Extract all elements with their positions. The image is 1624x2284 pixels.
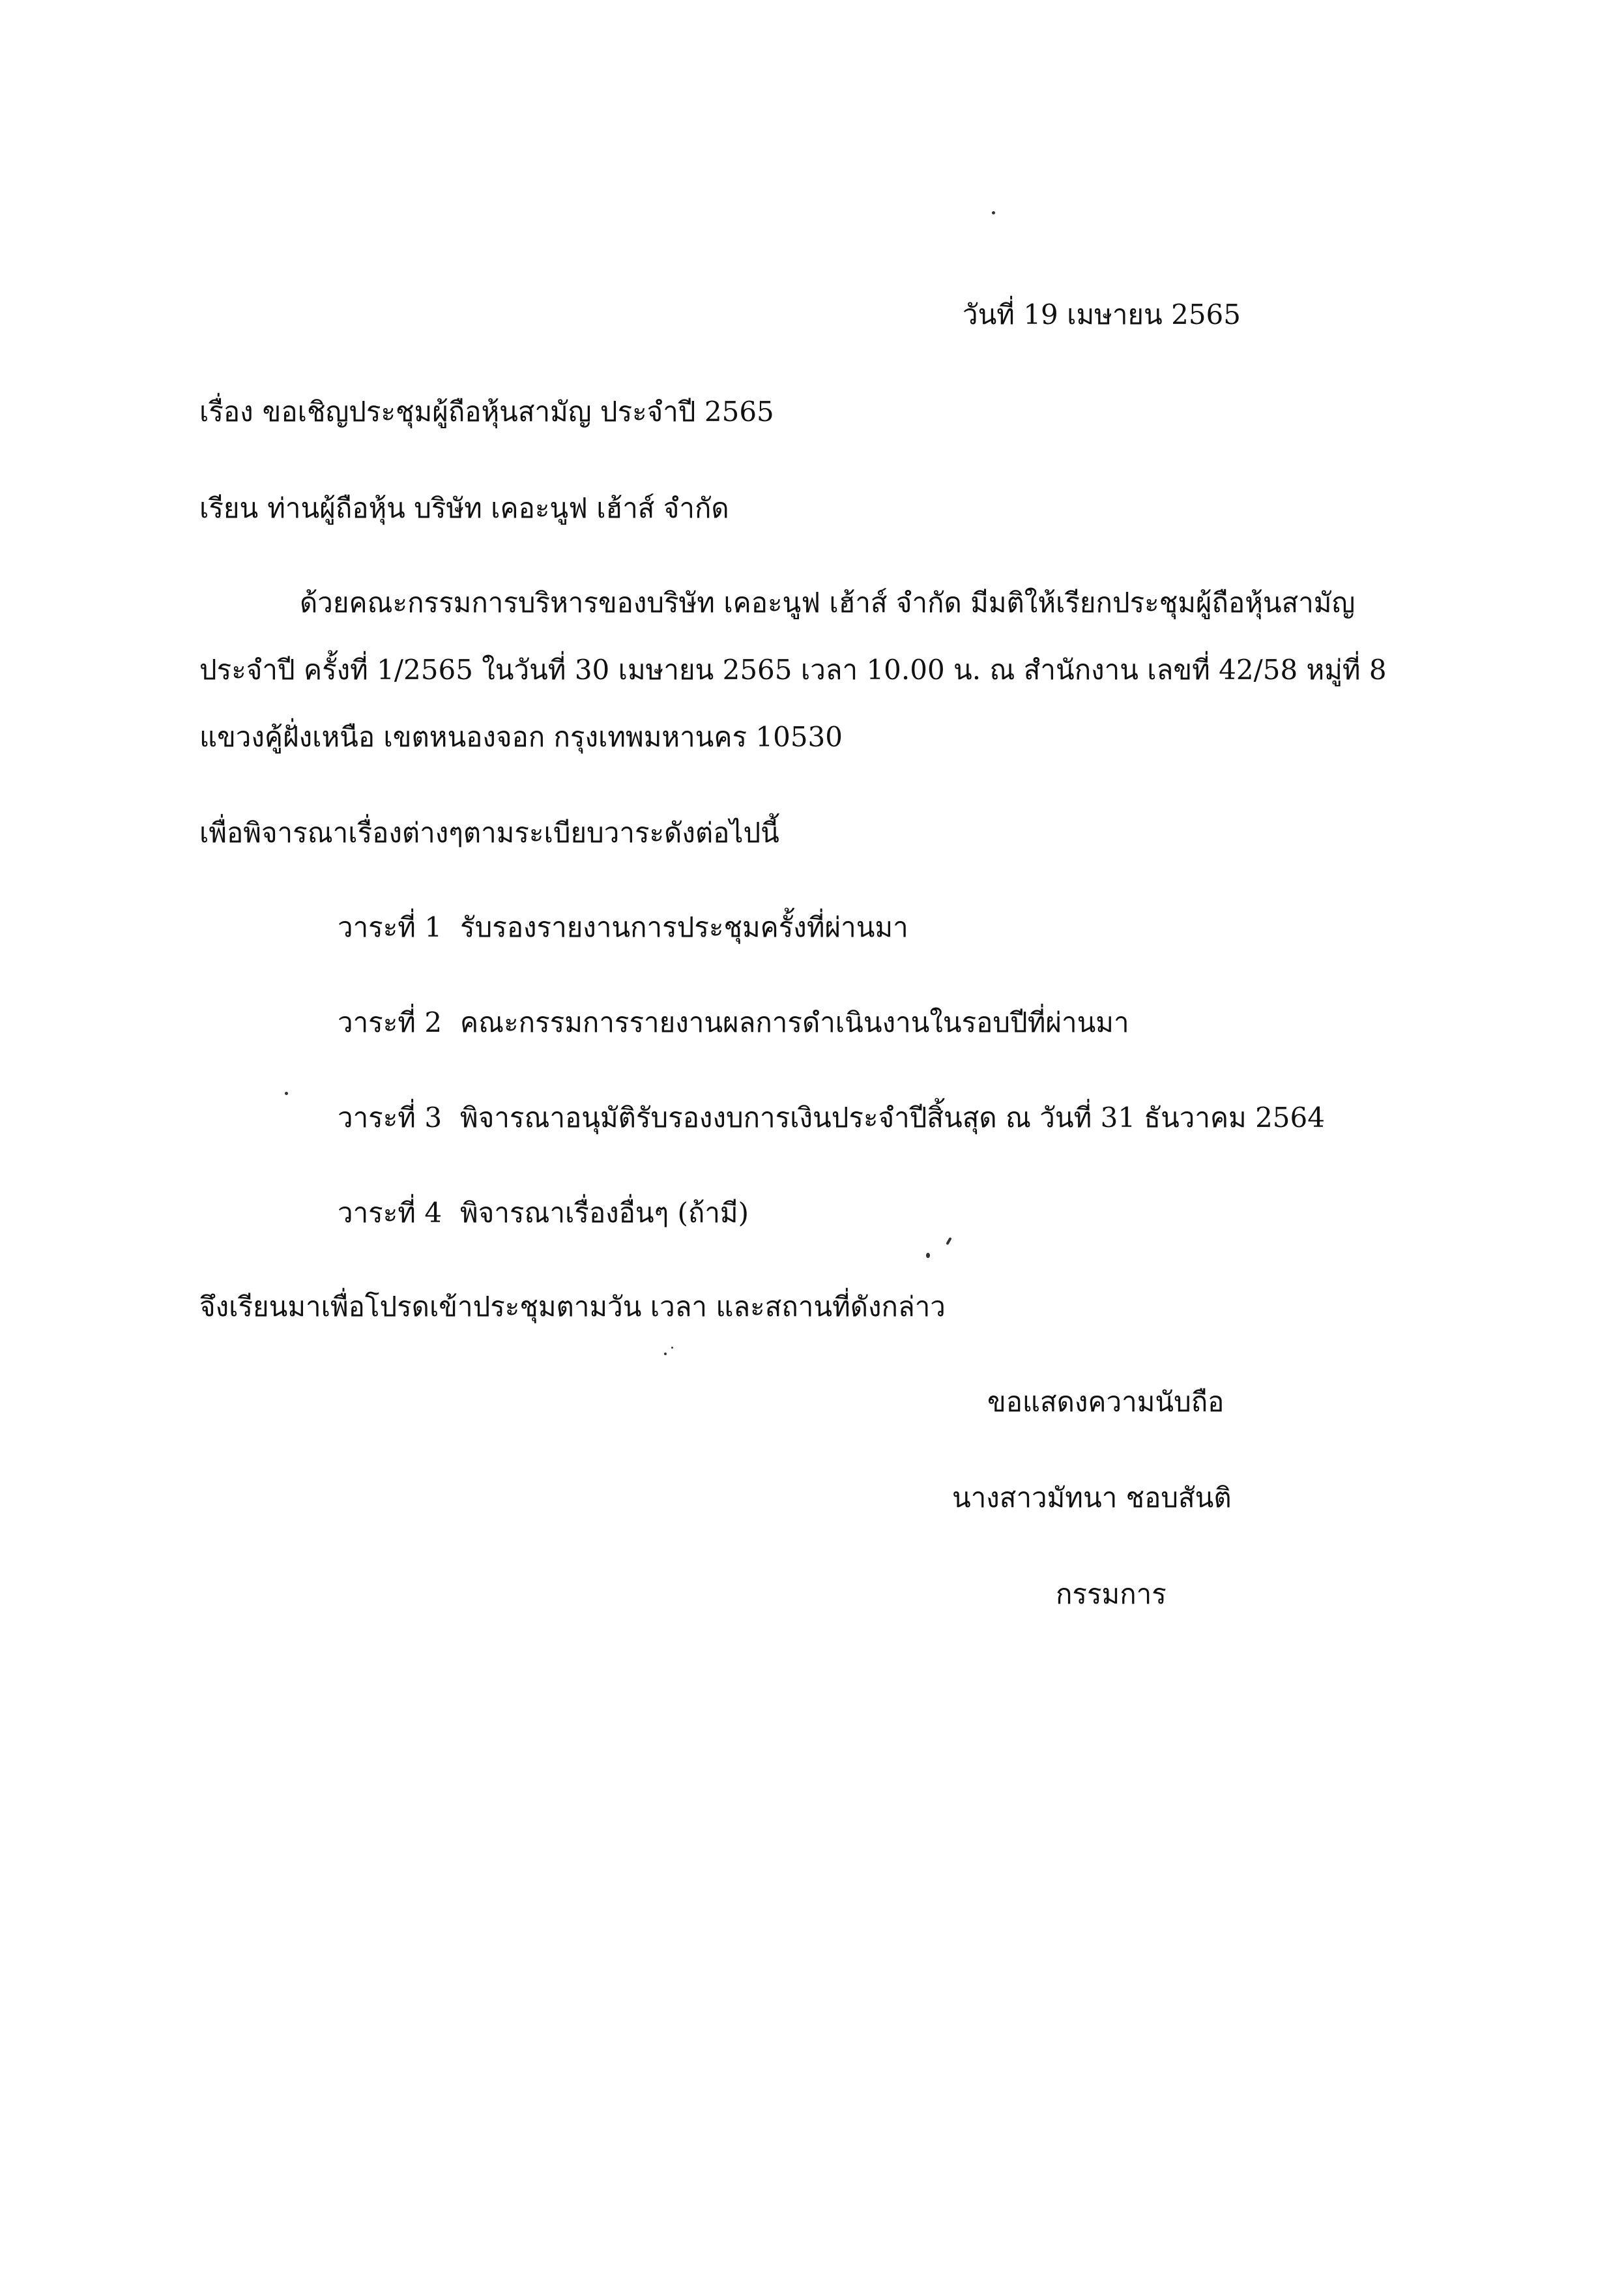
- agenda-item-label: วาระที่ 1: [338, 911, 442, 943]
- signer-name: นางสาวมัทนา ชอบสันติ: [952, 1482, 1232, 1514]
- scan-speck: [926, 1253, 930, 1258]
- subject-line: [199, 394, 774, 430]
- agenda-item-text: รับรองรายงานการประชุมครั้งที่ผ่านมา: [460, 911, 908, 943]
- agenda-item-1: [338, 909, 908, 946]
- body-paragraph-line-1: ด้วยคณะกรรมการบริหารของบริษัท เคอะนูฟ เฮ้าส์ จำกัด มีมติให้เรียกประชุมผู้ถือหุ้นสามัญ: [300, 587, 1356, 619]
- body-paragraph-line-2: ประจำปี ครั้งที่ 1/2565 ในวันที่ 30 เมษายน 2565 เวลา 10.00 น. ณ สำนักงาน เลขที่ 42/58 หมู่ที่ 8: [199, 654, 1387, 686]
- recipient-label: เรียน: [199, 492, 259, 524]
- scan-speck: [946, 1237, 951, 1245]
- agenda-item-4: [338, 1195, 749, 1231]
- letter-date: วันที่ 19 เมษายน 2565: [963, 299, 1241, 330]
- recipient-text: ท่านผู้ถือหุ้น บริษัท เคอะนูฟ เฮ้าส์ จำกัด: [267, 492, 729, 524]
- agenda-item-label: วาระที่ 3: [338, 1102, 442, 1134]
- regards-line: ขอแสดงความนับถือ: [987, 1386, 1225, 1418]
- agenda-item-3: [338, 1100, 1325, 1136]
- scan-speck: [285, 1092, 288, 1095]
- scan-speck: [664, 1353, 667, 1355]
- agenda-item-text: คณะกรรมการรายงานผลการดำเนินงานในรอบปีที่ผ่านมา: [460, 1006, 1129, 1038]
- agenda-item-label: วาระที่ 4: [338, 1197, 442, 1229]
- closing-line: จึงเรียนมาเพื่อโปรดเข้าประชุมตามวัน เวลา และสถานที่ดังกล่าว: [199, 1291, 946, 1323]
- agenda-item-text: พิจารณาอนุมัติรับรองงบการเงินประจำปีสิ้นสุด ณ วันที่ 31 ธันวาคม 2564: [460, 1102, 1325, 1134]
- subject-text: ขอเชิญประชุมผู้ถือหุ้นสามัญ ประจำปี 2565: [262, 396, 774, 428]
- purpose-line: เพื่อพิจารณาเรื่องต่างๆตามระเบียบวาระดังต่อไปนี้: [199, 817, 779, 849]
- scan-speck: [992, 211, 995, 214]
- agenda-item-label: วาระที่ 2: [338, 1006, 442, 1038]
- signer-position: กรรมการ: [1056, 1578, 1167, 1610]
- recipient-line: [199, 490, 729, 527]
- agenda-item-text: พิจารณาเรื่องอื่นๆ (ถ้ามี): [460, 1197, 749, 1229]
- body-paragraph-line-3: แขวงคู้ฝั่งเหนือ เขตหนองจอก กรุงเทพมหานคร 10530: [199, 721, 843, 753]
- scan-speck: [671, 1347, 673, 1349]
- subject-label: เรื่อง: [199, 396, 254, 428]
- agenda-item-2: [338, 1004, 1129, 1041]
